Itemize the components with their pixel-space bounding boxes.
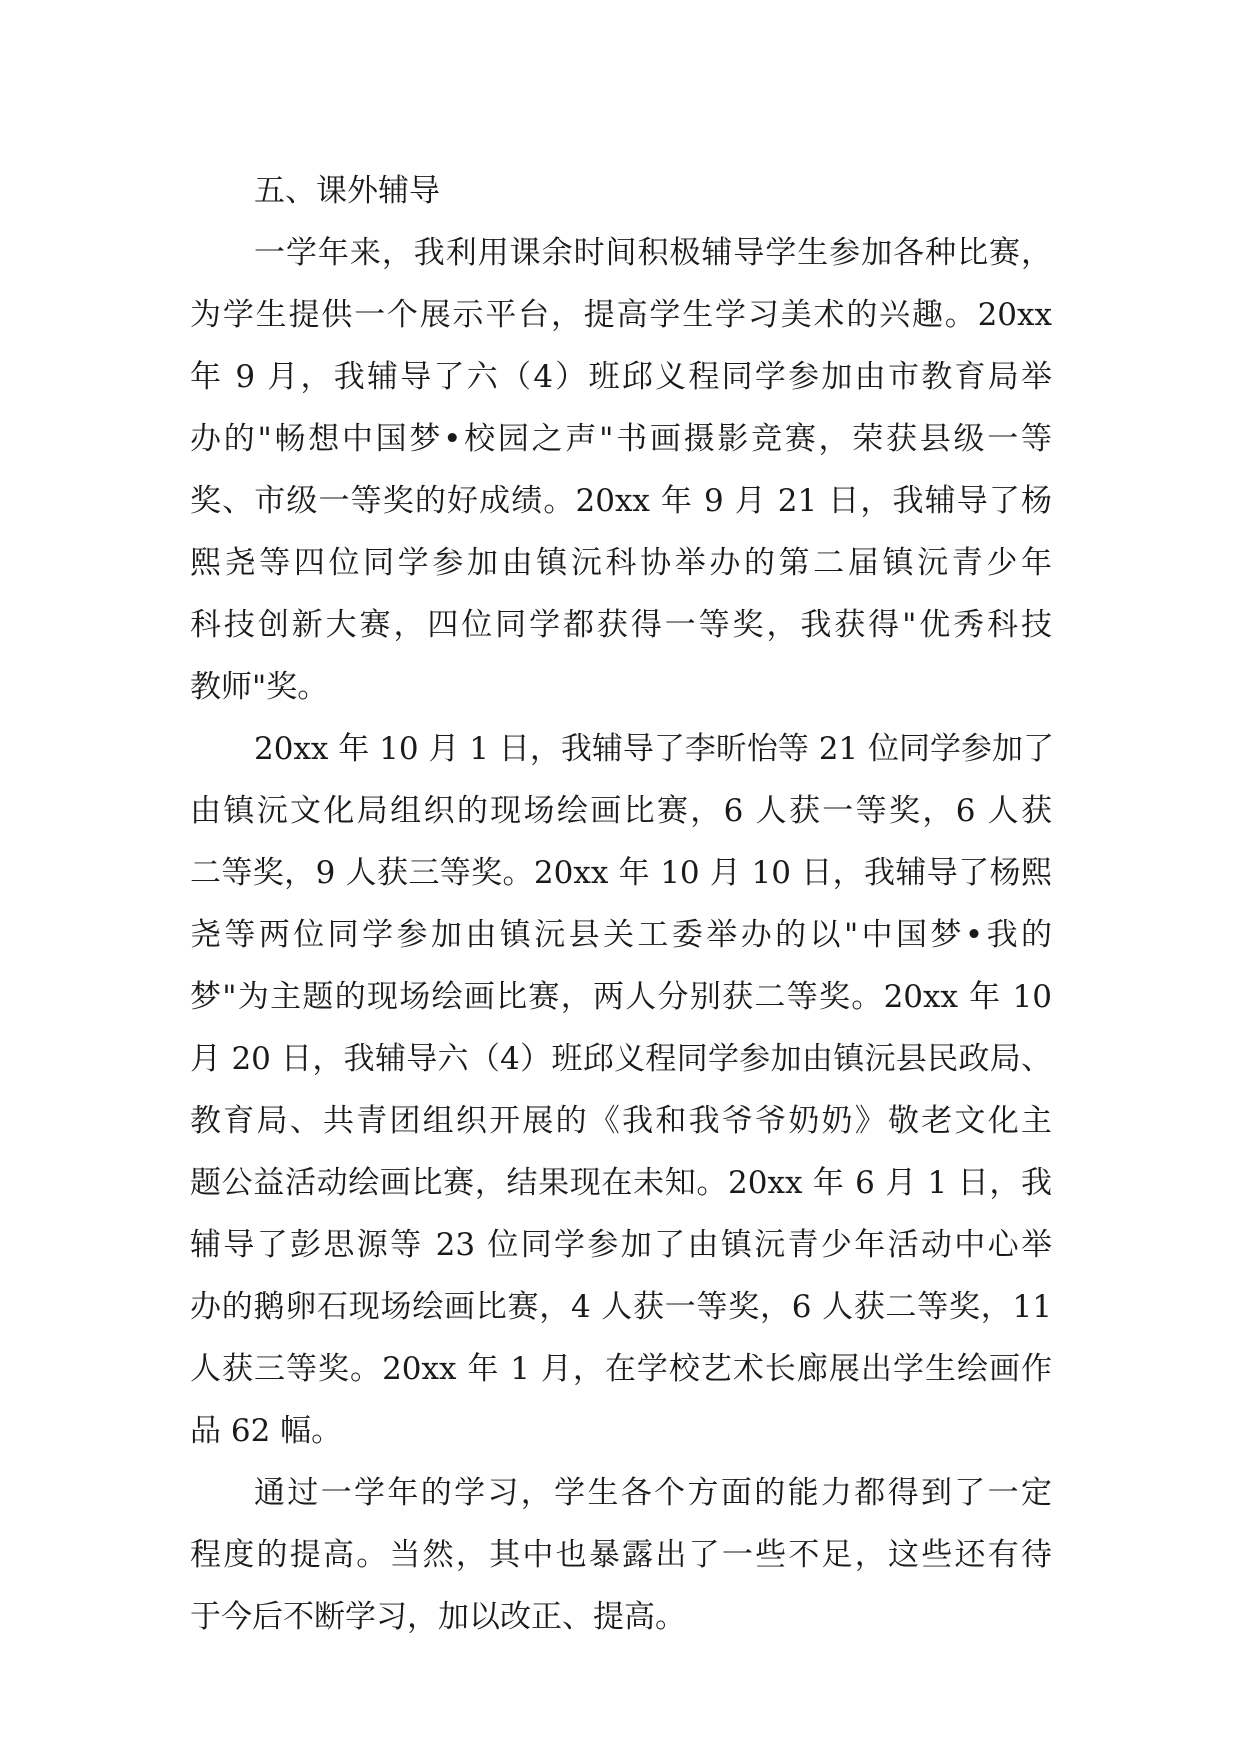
paragraph-line: 梦"为主题的现场绘画比赛，两人分别获二等奖。20xx 年 10 (190, 979, 1052, 1015)
section-heading: 五、课外辅导 (254, 173, 440, 209)
paragraph-line: 奖、市级一等奖的好成绩。20xx 年 9 月 21 日，我辅导了杨 (190, 483, 1052, 519)
paragraph-line: 由镇沅文化局组织的现场绘画比赛，6 人获一等奖，6 人获 (190, 793, 1052, 829)
paragraph-line: 尧等两位同学参加由镇沅县关工委举办的以"中国梦•我的 (190, 917, 1052, 953)
document-body (190, 160, 1055, 1648)
paragraph-line: 科技创新大赛，四位同学都获得一等奖，我获得"优秀科技 (190, 607, 1052, 643)
paragraph-line: 题公益活动绘画比赛，结果现在未知。20xx 年 6 月 1 日，我 (190, 1165, 1052, 1201)
paragraph-line: 办的鹅卵石现场绘画比赛，4 人获一等奖，6 人获二等奖，11 (190, 1289, 1052, 1325)
paragraph-1 (190, 222, 1052, 718)
paragraph-line: 为学生提供一个展示平台，提高学生学习美术的兴趣。20xx (190, 297, 1052, 333)
paragraph-3 (190, 1462, 1052, 1648)
paragraph-line: 教育局、共青团组织开展的《我和我爷爷奶奶》敬老文化主 (190, 1103, 1052, 1139)
paragraph-line: 办的"畅想中国梦•校园之声"书画摄影竞赛，荣获县级一等 (190, 421, 1052, 457)
paragraph-line: 教师"奖。 (190, 669, 329, 705)
paragraph-line: 品 62 幅。 (190, 1413, 343, 1449)
paragraph-line: 人获三等奖。20xx 年 1 月，在学校艺术长廊展出学生绘画作 (190, 1351, 1052, 1387)
paragraph-line: 熙尧等四位同学参加由镇沅科协举办的第二届镇沅青少年 (190, 545, 1052, 581)
paragraph-line: 月 20 日，我辅导六（4）班邱义程同学参加由镇沅县民政局、 (190, 1041, 1052, 1077)
paragraph-line: 通过一学年的学习，学生各个方面的能力都得到了一定 (254, 1475, 1052, 1511)
paragraph-line: 二等奖，9 人获三等奖。20xx 年 10 月 10 日，我辅导了杨熙 (190, 855, 1052, 891)
paragraph-line: 辅导了彭思源等 23 位同学参加了由镇沅青少年活动中心举 (190, 1227, 1052, 1263)
paragraph-2 (190, 718, 1055, 1462)
paragraph-line: 一学年来，我利用课余时间积极辅导学生参加各种比赛， (254, 235, 1052, 271)
paragraph-line: 于今后不断学习，加以改正、提高。 (190, 1599, 686, 1635)
paragraph-line: 程度的提高。当然，其中也暴露出了一些不足，这些还有待 (190, 1537, 1052, 1573)
paragraph-line: 20xx 年 10 月 1 日，我辅导了李昕怡等 21 位同学参加了 (254, 731, 1055, 767)
paragraph-line: 年 9 月，我辅导了六（4）班邱义程同学参加由市教育局举 (190, 359, 1052, 395)
